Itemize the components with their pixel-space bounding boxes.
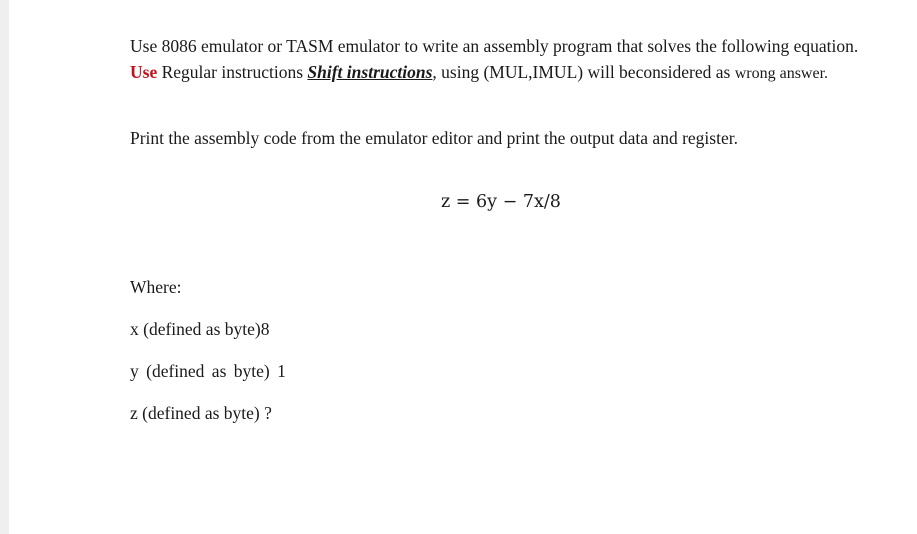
left-gutter	[0, 0, 9, 534]
where-label: Where:	[130, 277, 182, 297]
wrong-answer-text: wrong answer.	[734, 64, 829, 82]
equation: z = 6y − 7x/8	[441, 192, 561, 212]
variable-z: z (defined as byte) ?	[130, 403, 272, 423]
instruction-line-1: Use 8086 emulator or TASM emulator to write an assembly program that solves the following equation.	[130, 36, 859, 56]
variable-y: y (defined as byte) 1	[130, 361, 286, 381]
variable-x: x (defined as byte)8	[130, 319, 270, 339]
mul-imul-warning: , using (MUL,IMUL) will beconsidered as	[432, 61, 731, 82]
instruction-paragraph	[130, 34, 860, 86]
use-highlight: Use	[130, 61, 158, 82]
regular-instructions-text: Regular instructions	[161, 61, 304, 82]
shift-instructions-text: Shift instructions	[307, 61, 433, 82]
document-page	[9, 0, 917, 534]
print-instruction: Print the assembly code from the emulator editor and print the output data and register.	[130, 128, 738, 148]
